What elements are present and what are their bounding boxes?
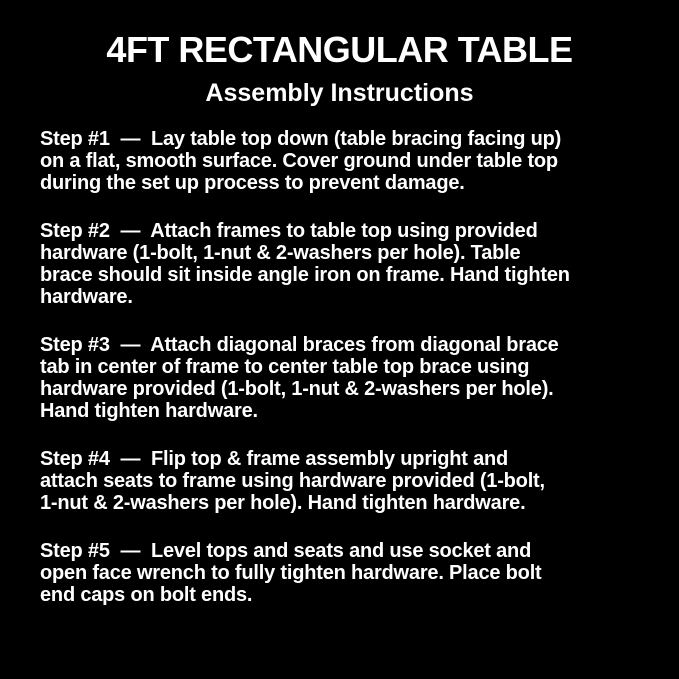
step-1-line: Step #1 — Lay table top down (table bracing facing up) (40, 128, 562, 150)
step-5-line: Step #5 — Level tops and seats and use socket and (40, 540, 532, 562)
step-4-line: Step #4 — Flip top & frame assembly upright and (40, 448, 509, 470)
step-5 (40, 540, 649, 606)
step-2-line: Step #2 — Attach frames to table top using provided (40, 220, 538, 242)
step-4-line: 1-nut & 2-washers per hole). Hand tighten hardware. (40, 492, 526, 514)
step-3-line: tab in center of frame to center table top brace using (40, 356, 530, 378)
step-2 (40, 220, 649, 308)
step-3-line: Hand tighten hardware. (40, 400, 258, 422)
step-1 (40, 128, 649, 194)
step-5-line: end caps on bolt ends. (40, 584, 253, 606)
step-5-line: open face wrench to fully tighten hardware. Place bolt (40, 562, 542, 584)
step-2-line: hardware. (40, 286, 133, 308)
step-1-line: on a flat, smooth surface. Cover ground under table top (40, 150, 558, 172)
page-title: 4FT RECTANGULAR TABLE (106, 29, 573, 70)
page-subtitle: Assembly Instructions (205, 79, 474, 107)
step-4 (40, 448, 649, 514)
step-3-line: hardware provided (1-bolt, 1-nut & 2-washers per hole). (40, 378, 554, 400)
step-2-line: hardware (1-bolt, 1-nut & 2-washers per hole). Table (40, 242, 521, 264)
step-2-line: brace should sit inside angle iron on frame. Hand tighten (40, 264, 570, 286)
steps (0, 128, 679, 606)
step-4-line: attach seats to frame using hardware provided (1-bolt, (40, 470, 545, 492)
step-1-line: during the set up process to prevent damage. (40, 172, 465, 194)
step-3 (40, 334, 649, 422)
step-3-line: Step #3 — Attach diagonal braces from diagonal brace (40, 334, 559, 356)
